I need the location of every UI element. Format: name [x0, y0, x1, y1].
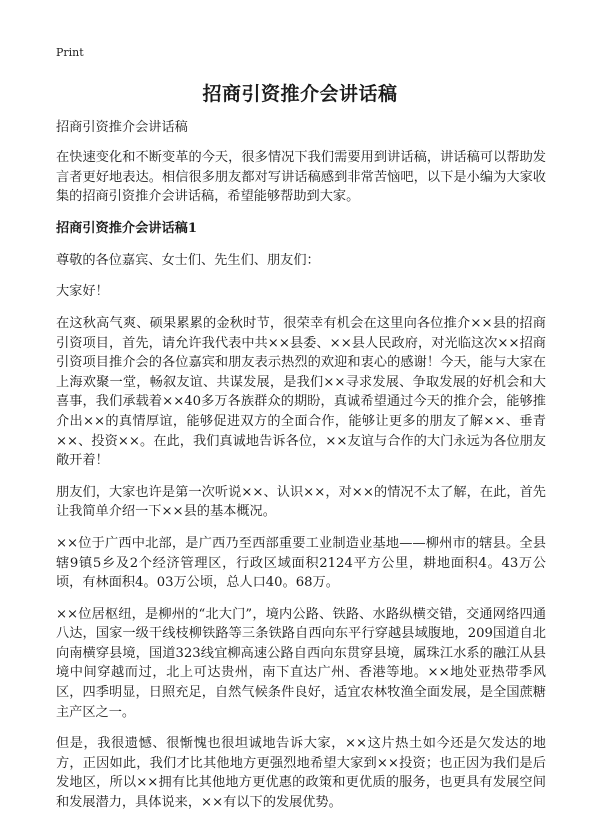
print-link[interactable]: Print [56, 46, 84, 59]
overview-intro-paragraph: 朋友们，大家也许是第一次听说××、认识××，对××的情况不太了解，在此，首先让我简单介绍一下××县的基本概况。 [56, 484, 546, 520]
intro-paragraph: 在快速变化和不断变革的今天，很多情况下我们需要用到讲话稿，讲话稿可以帮助发言者更好地表达。相信很多朋友都对写讲话稿感到非常苦恼吧，以下是小编为大家收集的招商引资推介会讲话稿，希望能够帮助到大家。 [56, 150, 546, 205]
greeting-paragraph: 大家好！ [56, 284, 109, 300]
page-title: 招商引资推介会讲话稿 [202, 83, 398, 105]
article-body [56, 118, 546, 825]
section-heading: 招商引资推介会讲话稿1 [56, 220, 198, 236]
salutation-paragraph: 尊敬的各位嘉宾、女士们、先生们、朋友们： [56, 252, 320, 268]
transport-paragraph: ××位居枢纽，是柳州的“北大门”，境内公路、铁路、水路纵横交错，交通网络四通八达，国家一级干线枝柳铁路等三条铁路自西向东平行穿越县域腹地，209国道自北向南横穿县境，国道323线宜柳高速公路自西向东贯穿县境，属珠江水系的融江从县境中间穿越而过，北上可达贵州，南下直达广州、香港等地。××地处亚热带季风区，四季明显，日照充足，自然气候条件良好，适宜农林牧渔全面发展，是全国蔗糖主产区之一。 [56, 606, 546, 720]
advantages-paragraph: 但是，我很遗憾、很惭愧也很坦诚地告诉大家，××这片热土如今还是欠发达的地方，正因如此，我们才比其他地方更强烈地希望大家到××投资；也正因为我们是后发地区，所以××拥有比其他地方更优惠的政策和更优质的服务，也更具有发展空间和发展潜力，具体说来，××有以下的发展优势。 [56, 736, 546, 811]
location-paragraph: ××位于广西中北部，是广西乃至西部重要工业制造业基地——柳州市的辖县。全县辖9镇5乡及2个经济管理区，行政区域面积2124平方公里，耕地面积4。43万公顷，有林面积4。03万公顷，总人口40。68万。 [56, 535, 546, 591]
article-subtitle: 招商引资推介会讲话稿 [56, 120, 188, 135]
welcome-paragraph: 在这秋高气爽、硕果累累的金秋时节，很荣幸有机会在这里向各位推介××县的招商引资项目，首先，请允许我代表中共××县委、××县人民政府，对光临这次××招商引资项目推介会的各位嘉宾和朋友表示热烈的欢迎和衷心的感谢！今天，能与大家在上海欢聚一堂，畅叙友谊、共谋发展，是我们××寻求发展、争取发展的好机会和大喜事，我们承载着××40多万各族群众的期盼，真诚希望通过今天的推介会，能够推介出××的真情厚谊，能够促进双方的全面合作，能够让更多的朋友了解××、垂青××、投资××。在此，我们真诚地告诉各位，××友谊与合作的大门永远为各位朋友敞开着！ [56, 315, 546, 469]
